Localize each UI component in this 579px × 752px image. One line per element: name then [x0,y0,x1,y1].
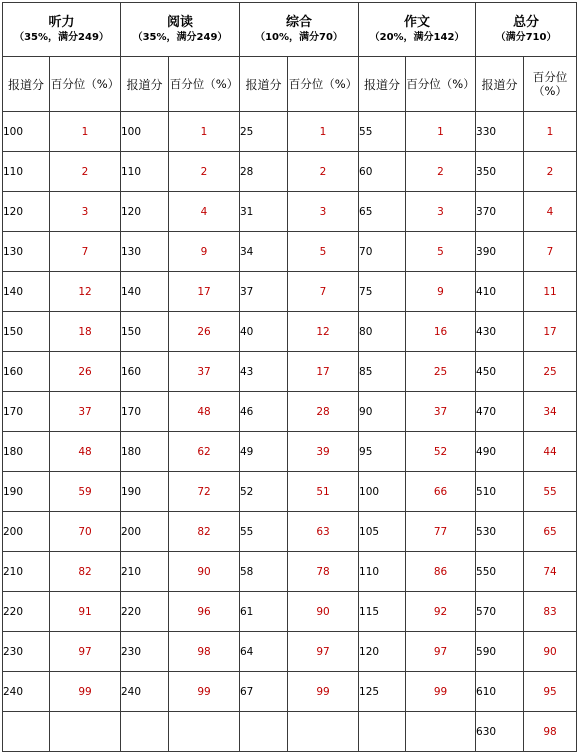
score-column-header: 报道分 [476,57,524,112]
percentile-cell: 99 [288,672,359,712]
percentile-cell: 91 [50,592,121,632]
score-cell [3,712,50,752]
score-cell: 80 [359,312,406,352]
percentile-cell: 3 [406,192,476,232]
percentile-cell: 86 [406,552,476,592]
score-cell: 140 [3,272,50,312]
total-title: 总分 [513,14,540,30]
percentile-cell: 90 [288,592,359,632]
score-column-header: 报道分 [359,57,406,112]
score-cell: 130 [121,232,169,272]
score-cell: 410 [476,272,524,312]
score-cell: 110 [359,552,406,592]
percentile-cell: 17 [169,272,240,312]
score-cell: 110 [3,152,50,192]
writing-header [359,3,476,57]
percentile-cell [406,712,476,752]
percentile-cell: 2 [406,152,476,192]
score-cell: 160 [121,352,169,392]
score-cell: 370 [476,192,524,232]
listening-header [3,3,121,57]
total-subtitle: （满分710） [495,31,557,43]
percentile-cell: 17 [288,352,359,392]
score-cell: 450 [476,352,524,392]
score-cell: 31 [240,192,288,232]
score-column-header: 报道分 [240,57,288,112]
percentile-cell: 1 [50,112,121,152]
percentile-cell: 37 [50,392,121,432]
score-cell: 200 [3,512,50,552]
score-cell: 240 [121,672,169,712]
percentile-cell: 82 [50,552,121,592]
table-row [3,432,577,472]
percentile-cell: 74 [524,552,577,592]
score-percentile-table-container [2,2,576,752]
percentile-column-header: 百分位（%） [50,57,121,112]
percentile-cell: 2 [288,152,359,192]
percentile-cell: 83 [524,592,577,632]
score-cell: 105 [359,512,406,552]
percentile-cell: 97 [288,632,359,672]
score-cell: 60 [359,152,406,192]
table-row [3,112,577,152]
score-cell: 170 [121,392,169,432]
score-cell: 28 [240,152,288,192]
percentile-cell: 12 [50,272,121,312]
score-cell: 100 [359,472,406,512]
percentile-cell: 78 [288,552,359,592]
percentile-cell: 37 [169,352,240,392]
percentile-cell: 97 [406,632,476,672]
percentile-cell: 26 [50,352,121,392]
score-cell: 100 [121,112,169,152]
percentile-cell: 9 [169,232,240,272]
score-cell: 75 [359,272,406,312]
percentile-cell: 66 [406,472,476,512]
percentile-cell: 98 [169,632,240,672]
score-cell: 46 [240,392,288,432]
percentile-cell: 72 [169,472,240,512]
score-cell: 55 [240,512,288,552]
score-cell: 200 [121,512,169,552]
score-cell: 61 [240,592,288,632]
score-cell: 230 [121,632,169,672]
score-cell: 37 [240,272,288,312]
percentile-cell: 97 [50,632,121,672]
percentile-cell: 5 [288,232,359,272]
score-cell: 330 [476,112,524,152]
percentile-cell [50,712,121,752]
integrated-subtitle: （10%，满分70） [255,31,343,43]
table-row [3,592,577,632]
percentile-cell: 25 [406,352,476,392]
percentile-cell: 63 [288,512,359,552]
percentile-cell: 96 [169,592,240,632]
percentile-cell: 70 [50,512,121,552]
score-cell: 240 [3,672,50,712]
score-cell: 220 [3,592,50,632]
score-cell: 58 [240,552,288,592]
percentile-cell: 12 [288,312,359,352]
score-cell: 65 [359,192,406,232]
score-cell: 95 [359,432,406,472]
score-cell: 140 [121,272,169,312]
score-cell: 190 [121,472,169,512]
score-cell: 590 [476,632,524,672]
score-cell: 55 [359,112,406,152]
percentile-cell: 59 [50,472,121,512]
score-cell [240,712,288,752]
percentile-cell: 55 [524,472,577,512]
percentile-cell: 48 [50,432,121,472]
percentile-cell: 9 [406,272,476,312]
score-cell: 550 [476,552,524,592]
score-cell: 180 [121,432,169,472]
score-cell: 67 [240,672,288,712]
listening-subtitle: （35%，满分249） [14,31,109,43]
percentile-cell: 4 [169,192,240,232]
percentile-cell: 11 [524,272,577,312]
percentile-cell: 37 [406,392,476,432]
score-cell: 390 [476,232,524,272]
score-cell: 230 [3,632,50,672]
percentile-cell: 4 [524,192,577,232]
table-row [3,232,577,272]
score-cell: 530 [476,512,524,552]
percentile-cell: 48 [169,392,240,432]
score-cell: 64 [240,632,288,672]
percentile-cell: 2 [169,152,240,192]
percentile-cell: 7 [288,272,359,312]
score-cell: 160 [3,352,50,392]
reading-header [121,3,240,57]
table-row [3,512,577,552]
reading-subtitle: （35%，满分249） [132,31,228,43]
percentile-cell: 95 [524,672,577,712]
score-cell: 25 [240,112,288,152]
score-cell: 150 [3,312,50,352]
table-row [3,192,577,232]
percentile-cell: 90 [169,552,240,592]
percentile-column-header: 百分位（%） [524,57,577,112]
percentile-cell: 51 [288,472,359,512]
percentile-cell: 7 [524,232,577,272]
percentile-column-header: 百分位（%） [169,57,240,112]
percentile-cell: 39 [288,432,359,472]
percentile-cell: 92 [406,592,476,632]
score-cell: 350 [476,152,524,192]
percentile-cell [169,712,240,752]
percentile-cell: 98 [524,712,577,752]
percentile-column-header: 百分位（%） [288,57,359,112]
percentile-cell: 1 [169,112,240,152]
percentile-cell: 17 [524,312,577,352]
score-cell: 150 [121,312,169,352]
score-cell: 430 [476,312,524,352]
score-cell: 125 [359,672,406,712]
score-column-header: 报道分 [3,57,50,112]
percentile-cell: 18 [50,312,121,352]
table-row [3,712,577,752]
percentile-cell: 34 [524,392,577,432]
score-column-header: 报道分 [121,57,169,112]
score-cell: 510 [476,472,524,512]
percentile-cell: 1 [406,112,476,152]
section-header-row [3,3,577,57]
score-cell: 40 [240,312,288,352]
percentile-cell: 82 [169,512,240,552]
percentile-cell: 3 [288,192,359,232]
score-cell: 110 [121,152,169,192]
score-cell: 470 [476,392,524,432]
reading-title: 阅读 [166,14,193,30]
table-row [3,272,577,312]
percentile-cell: 28 [288,392,359,432]
score-cell: 170 [3,392,50,432]
percentile-cell [288,712,359,752]
score-cell: 210 [3,552,50,592]
percentile-cell: 7 [50,232,121,272]
percentile-cell: 5 [406,232,476,272]
score-cell: 43 [240,352,288,392]
percentile-cell: 65 [524,512,577,552]
percentile-cell: 99 [406,672,476,712]
score-cell [121,712,169,752]
score-cell: 180 [3,432,50,472]
percentile-cell: 2 [524,152,577,192]
total-header [476,3,577,57]
score-cell: 190 [3,472,50,512]
score-cell: 120 [121,192,169,232]
writing-subtitle: （20%，满分142） [369,31,465,43]
score-cell: 34 [240,232,288,272]
integrated-header [240,3,359,57]
table-row [3,392,577,432]
score-cell: 120 [359,632,406,672]
score-cell: 85 [359,352,406,392]
table-row [3,472,577,512]
percentile-cell: 16 [406,312,476,352]
score-cell: 115 [359,592,406,632]
score-cell: 120 [3,192,50,232]
column-header-row [3,57,577,112]
percentile-cell: 1 [524,112,577,152]
score-cell: 130 [3,232,50,272]
percentile-cell: 62 [169,432,240,472]
percentile-cell: 44 [524,432,577,472]
listening-title: 听力 [48,14,75,30]
percentile-cell: 26 [169,312,240,352]
table-body [3,112,577,752]
score-cell [359,712,406,752]
score-cell: 220 [121,592,169,632]
score-cell: 210 [121,552,169,592]
score-percentile-table [2,2,577,752]
percentile-cell: 25 [524,352,577,392]
score-cell: 630 [476,712,524,752]
table-row [3,152,577,192]
percentile-cell: 2 [50,152,121,192]
score-cell: 570 [476,592,524,632]
table-row [3,312,577,352]
percentile-cell: 77 [406,512,476,552]
table-row [3,352,577,392]
score-cell: 70 [359,232,406,272]
percentile-cell: 52 [406,432,476,472]
table-row [3,552,577,592]
percentile-cell: 99 [169,672,240,712]
score-cell: 100 [3,112,50,152]
integrated-title: 综合 [286,14,313,30]
score-cell: 610 [476,672,524,712]
percentile-column-header: 百分位（%） [406,57,476,112]
score-cell: 52 [240,472,288,512]
score-cell: 49 [240,432,288,472]
writing-title: 作文 [404,14,431,30]
score-cell: 490 [476,432,524,472]
percentile-cell: 1 [288,112,359,152]
percentile-cell: 3 [50,192,121,232]
percentile-cell: 99 [50,672,121,712]
table-row [3,632,577,672]
table-row [3,672,577,712]
score-cell: 90 [359,392,406,432]
percentile-cell: 90 [524,632,577,672]
